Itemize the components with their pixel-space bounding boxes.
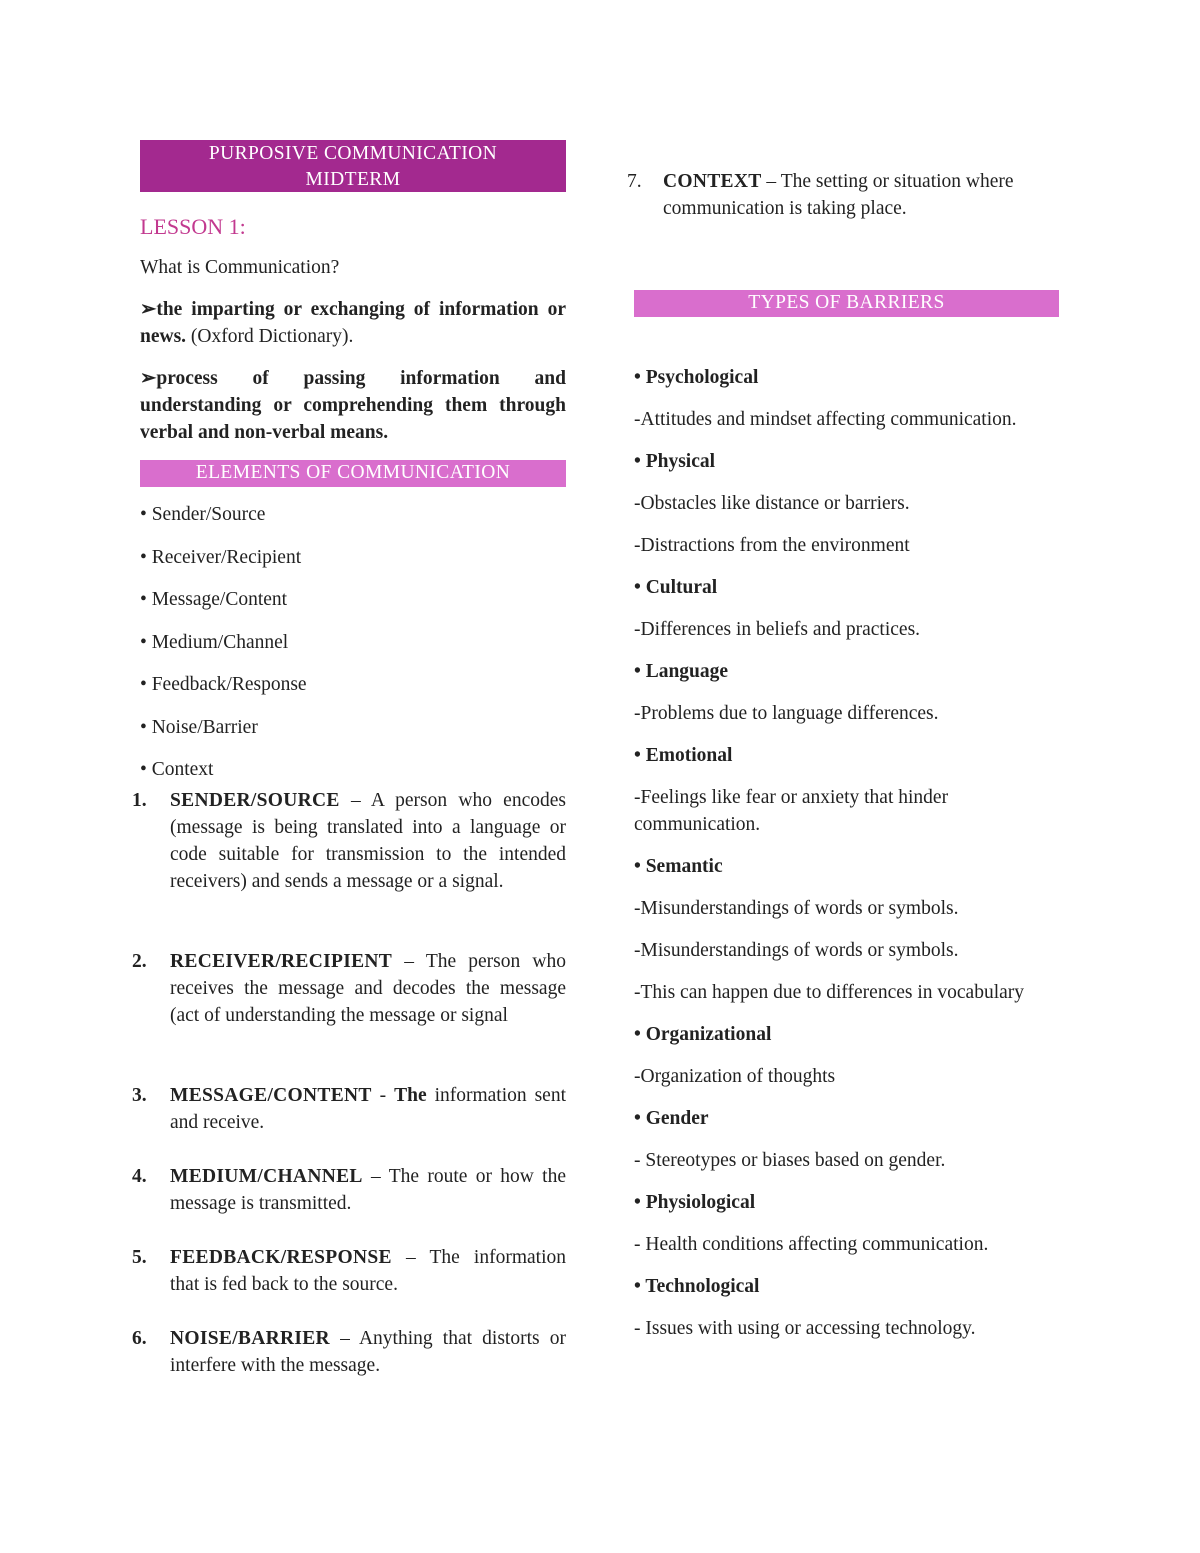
barrier-description: -Obstacles like distance or barriers. <box>634 493 910 514</box>
item-term-2: The <box>394 1084 427 1106</box>
elements-heading-banner <box>140 460 566 487</box>
item-separator: – <box>362 1165 389 1187</box>
barrier-name: • Cultural <box>634 577 718 598</box>
item-separator: – <box>761 171 781 192</box>
barrier-description: -This can happen due to differences in vocabulary <box>634 982 1025 1003</box>
item-text: The information that is fed back to the source. <box>170 1246 566 1295</box>
barrier-description: -Distractions from the environment <box>634 535 910 556</box>
barrier-name: • Organizational <box>634 1024 772 1045</box>
definition-2 <box>140 365 566 446</box>
list-item <box>132 1325 566 1385</box>
item-text: The setting or situation where communication is taking place. <box>663 171 1014 219</box>
item-number: 4. <box>132 1165 147 1187</box>
arrow-bullet-icon: ➢ <box>140 368 157 389</box>
list-item <box>132 1082 566 1163</box>
elements-bullet-list <box>140 501 566 799</box>
list-item: • Noise/Barrier <box>140 716 258 738</box>
barrier-name: • Psychological <box>634 367 759 388</box>
list-item <box>132 787 566 948</box>
item-term: CONTEXT <box>663 171 762 192</box>
item-text: A person who encodes (message is being translated into a language or code suitable for transmission to the intended receivers) and sends a message or a signal. <box>170 789 566 892</box>
barrier-name: • Technological <box>634 1276 760 1297</box>
barriers-list <box>634 364 1059 1342</box>
barrier-name: • Language <box>634 661 729 682</box>
left-column <box>132 140 566 1385</box>
barriers-heading: TYPES OF BARRIERS <box>748 292 945 313</box>
item-number: 1. <box>132 789 147 811</box>
item-term: RECEIVER/RECIPIENT <box>170 950 393 972</box>
barrier-description: - Issues with using or accessing technology. <box>634 1318 976 1339</box>
definition-1-bold: the imparting or exchanging of information or news. <box>140 299 566 347</box>
item-number: 2. <box>132 950 147 972</box>
list-item: • Context <box>140 759 214 780</box>
lesson-label: LESSON 1: <box>140 214 246 239</box>
barrier-description: -Attitudes and mindset affecting communication. <box>634 409 1017 430</box>
barrier-name: • Physical <box>634 451 716 472</box>
list-item: • Message/Content <box>140 589 288 610</box>
item-text: Anything that distorts or interfere with the message. <box>170 1327 566 1376</box>
arrow-bullet-icon: ➢ <box>140 299 157 320</box>
lesson-question: What is Communication? <box>140 257 340 278</box>
item-number: 6. <box>132 1327 147 1349</box>
list-item: • Feedback/Response <box>140 674 307 695</box>
elements-numbered-list <box>132 787 566 1385</box>
item-text: information sent and receive. <box>170 1084 566 1133</box>
list-item <box>132 1163 566 1244</box>
item-term: NOISE/BARRIER <box>170 1327 330 1349</box>
definition-2-bold: process of passing information and understanding or comprehending them through verbal and non-verbal means. <box>140 368 566 443</box>
right-column <box>627 168 1059 1357</box>
barriers-heading-banner <box>634 290 1059 317</box>
document-title-line1: PURPOSIVE COMMUNICATION <box>208 143 498 164</box>
barrier-description: - Health conditions affecting communication. <box>634 1234 989 1255</box>
item-number: 5. <box>132 1246 147 1268</box>
item-separator: – <box>391 1246 430 1268</box>
barrier-description: -Feelings like fear or anxiety that hinder communication. <box>634 787 949 835</box>
barrier-name: • Gender <box>634 1108 709 1129</box>
item-number: 3. <box>132 1084 147 1106</box>
definition-1 <box>140 296 566 350</box>
barrier-name: • Emotional <box>634 745 733 766</box>
barrier-name: • Semantic <box>634 856 723 877</box>
list-item <box>132 1244 566 1325</box>
list-item: • Sender/Source <box>140 504 266 525</box>
barrier-name: • Physiological <box>634 1192 756 1213</box>
item-number: 7. <box>627 171 642 192</box>
item-term: SENDER/SOURCE <box>170 789 340 811</box>
barrier-description: -Problems due to language differences. <box>634 703 939 724</box>
item-term: MEDIUM/CHANNEL <box>170 1165 363 1187</box>
barrier-description: -Misunderstandings of words or symbols. <box>634 898 959 919</box>
item-separator: – <box>329 1327 359 1349</box>
item-term: FEEDBACK/RESPONSE <box>170 1246 392 1268</box>
list-item <box>132 948 566 1082</box>
item-separator: - <box>371 1084 395 1106</box>
item-separator: – <box>392 950 426 972</box>
list-item: • Medium/Channel <box>140 631 289 653</box>
list-item-context <box>627 168 1059 222</box>
elements-heading: ELEMENTS OF COMMUNICATION <box>195 462 511 483</box>
barrier-description: - Stereotypes or biases based on gender. <box>634 1150 946 1171</box>
item-separator: – <box>339 789 371 811</box>
document-title-banner <box>140 140 566 192</box>
item-text: The route or how the message is transmitted. <box>170 1165 566 1214</box>
list-item: • Receiver/Recipient <box>140 546 302 568</box>
item-term: MESSAGE/CONTENT <box>170 1084 372 1106</box>
definition-1-source: (Oxford Dictionary). <box>186 326 354 347</box>
barrier-description: -Misunderstandings of words or symbols. <box>634 940 959 961</box>
item-text: The person who receives the message and decodes the message (act of understanding the message or signal <box>170 950 566 1026</box>
document-title-line2: MIDTERM <box>305 169 401 190</box>
barrier-description: -Organization of thoughts <box>634 1066 836 1087</box>
barrier-description: -Differences in beliefs and practices. <box>634 619 921 640</box>
